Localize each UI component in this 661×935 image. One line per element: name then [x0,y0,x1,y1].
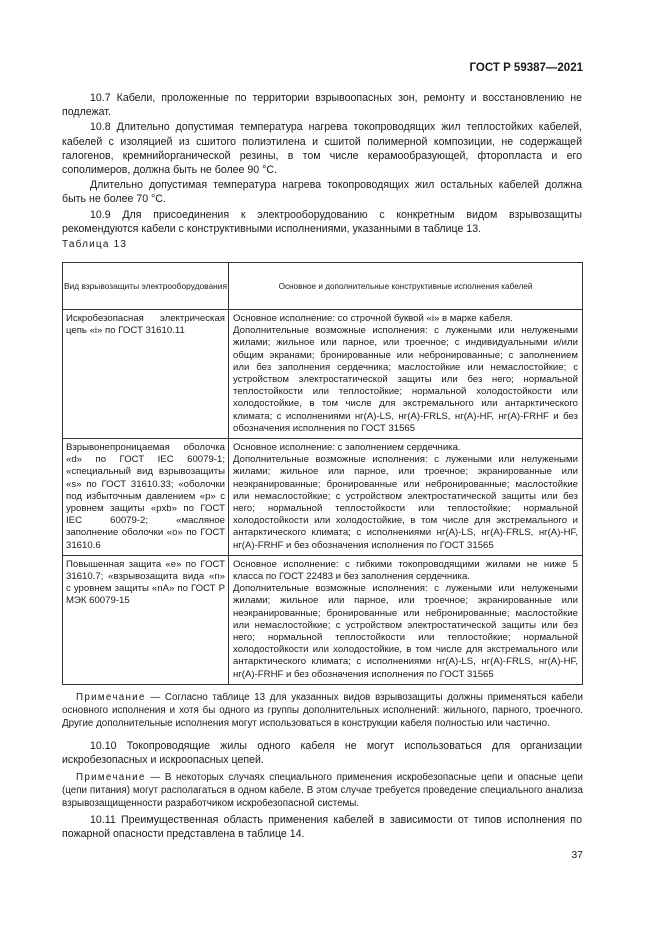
table-cell-protection-type: Искробезопасная электрическая цепь «i» по ГОСТ 31610.11 [63,310,229,438]
table-cell-cable-design [229,310,582,438]
cell-additional-design: Дополнительные возможные исполнения: с лужеными или нелужеными жилами; жильное или парное, или троечное; с индивидуальными и/или общим экранами; бронированные или небронированные; с заполнением или без заполнения сердечника; маслостойкие или немаслостойкие; с устройством электростатической защиты или без него; нормальной теплостойкости или теплостойкие; нормальной холодостойкости или холодостойкие, в том числе для экстремального или антарктического климата; с исполнениями нг(А)-LS, нг(А)-FRLS, нг(А)-HF, нг(А)-FRHF и без обозначения исполнения по ГОСТ 31565 [233,325,578,434]
table-header-col1: Вид взрывозащиты электрооборудования [63,263,229,309]
cell-basic-design: Основное исполнение: с гибкими токопроводящими жилами не ниже 5 класса по ГОСТ 22483 и без заполнения сердечника. [233,558,578,583]
paragraph-10-11: 10.11 Преимущественная область применения кабелей в зависимости от типов исполнения по пожарной опасности представлена в таблице 14. [62,814,582,841]
document-header: ГОСТ Р 59387—2021 [469,62,583,74]
cell-basic-design: Основное исполнение: с заполнением сердечника. [233,442,461,454]
table-cell-cable-design [229,439,582,555]
cell-basic-design: Основное исполнение: со строчной буквой «i» в марке кабеля. [233,313,513,324]
note-table-13 [62,691,583,730]
table-cell-cable-design [229,556,582,684]
paragraph-10-11-block [62,813,582,842]
paragraph-10-10: 10.10 Токопроводящие жилы одного кабеля не могут использоваться для организации искробезопасных и искроопасных цепей. [62,740,582,767]
note-10-10 [62,771,583,810]
table-cell-protection-type: Повышенная защита «е» по ГОСТ 31610.7; «взрывозащита вида «n» с уровнем защиты «nA» по ГОСТ Р МЭК 60079-15 [63,556,229,684]
page-number: 37 [571,849,583,861]
paragraph-10-8-cont: Длительно допустимая температура нагрева токопроводящих жил остальных кабелей должна быть не более 70 °С. [62,179,582,206]
cell-additional-design: Дополнительные возможные исполнения: с лужеными или нелужеными жилами; жильное или парное, или троечное; экранированные или неэкранированные; бронированные или небронированные; маслостойкие или немаслостойкие; с устройством электростатической защиты или без него; нормальной теплостойкости или теплостойкие; нормальной холодостойкости или холодостойкие, в том числе для экстремального и антарктического климата; с исполнениями нг(А)-LS, нг(А)-FRLS, нг(А)-HF, нг(А)-FRHF и без обозначения исполнения по ГОСТ 31565 [233,454,578,551]
body-text-top [62,91,582,237]
table-cell-protection-type: Взрывонепроницаемая оболочка «d» по ГОСТ IEC 60079-1; «специальный вид взрывозащиты «s» по ГОСТ 31610.33; «оболочки под избыточным давлением «р» с уровнем защиты «рхb» по ГОСТ IEC 60079-2; «масляное заполнение оболочки «о» по ГОСТ 31610.6 [63,439,229,555]
table-row [62,310,583,439]
note-label: Примечание [76,772,146,783]
paragraph-10-7: 10.7 Кабели, проложенные по территории взрывоопасных зон, ремонту и восстановлению не подлежат. [62,92,582,119]
note-text: — Согласно таблице 13 для указанных видов взрывозащиты должны применяться кабели основного исполнения и хотя бы одного из группы дополнительных исполнений: жильного, парного, троечного. Другие дополнительные исполнения могут использоваться в конструкции кабеля полностью или частично. [62,692,583,729]
table-header-row [62,262,583,310]
note-label: Примечание [76,692,146,703]
table-row [62,556,583,685]
note-text: — В некоторых случаях специального применения искробезопасные цепи и опасные цепи (цепи питания) могут располагаться в одном кабеле. В этом случае требуется проведение специального анализа взрывозащищенности разработчиком искробезопасной системы. [62,772,583,809]
table-row [62,439,583,556]
paragraph-10-10-block [62,739,582,768]
cell-additional-design: Дополнительные возможные исполнения: с лужеными или нелужеными жилами; жильное или парное, или троечное; экранированные или неэкранированные; бронированные или небронированные; маслостойкие или немаслостойкие; с устройством электростатической защиты или без него; нормальной теплостойкости или теплостойкие; нормальной холодостойкости или холодостойкие, в том числе для экстремального или антарктического климата; с исполнениями нг(А)-LS, нг(А)-FRLS, нг(А)-HF, нг(А)-FRHF и без обозначения исполнения по ГОСТ 31565 [233,583,578,680]
paragraph-10-9: 10.9 Для присоединения к электрооборудованию с конкретным видом взрывозащиты рекомендуются кабели с конструктивными исполнениями, указанными в таблице 13. [62,208,582,235]
paragraph-10-8: 10.8 Длительно допустимая температура нагрева токопроводящих жил теплостойких кабелей, кабелей с изоляцией из сшитого полиэтилена и сшитой полимерной композиции, не содержащей галогенов, кремнийорганической резины, в том числе керамообразующей, фторопласта и его сополимеров, должна быть не более 90 °С. [62,121,582,177]
table-13 [62,262,583,685]
table-header-col2: Основное и дополнительные конструктивные исполнения кабелей [278,281,533,291]
table-caption: Таблица 13 [62,239,128,250]
